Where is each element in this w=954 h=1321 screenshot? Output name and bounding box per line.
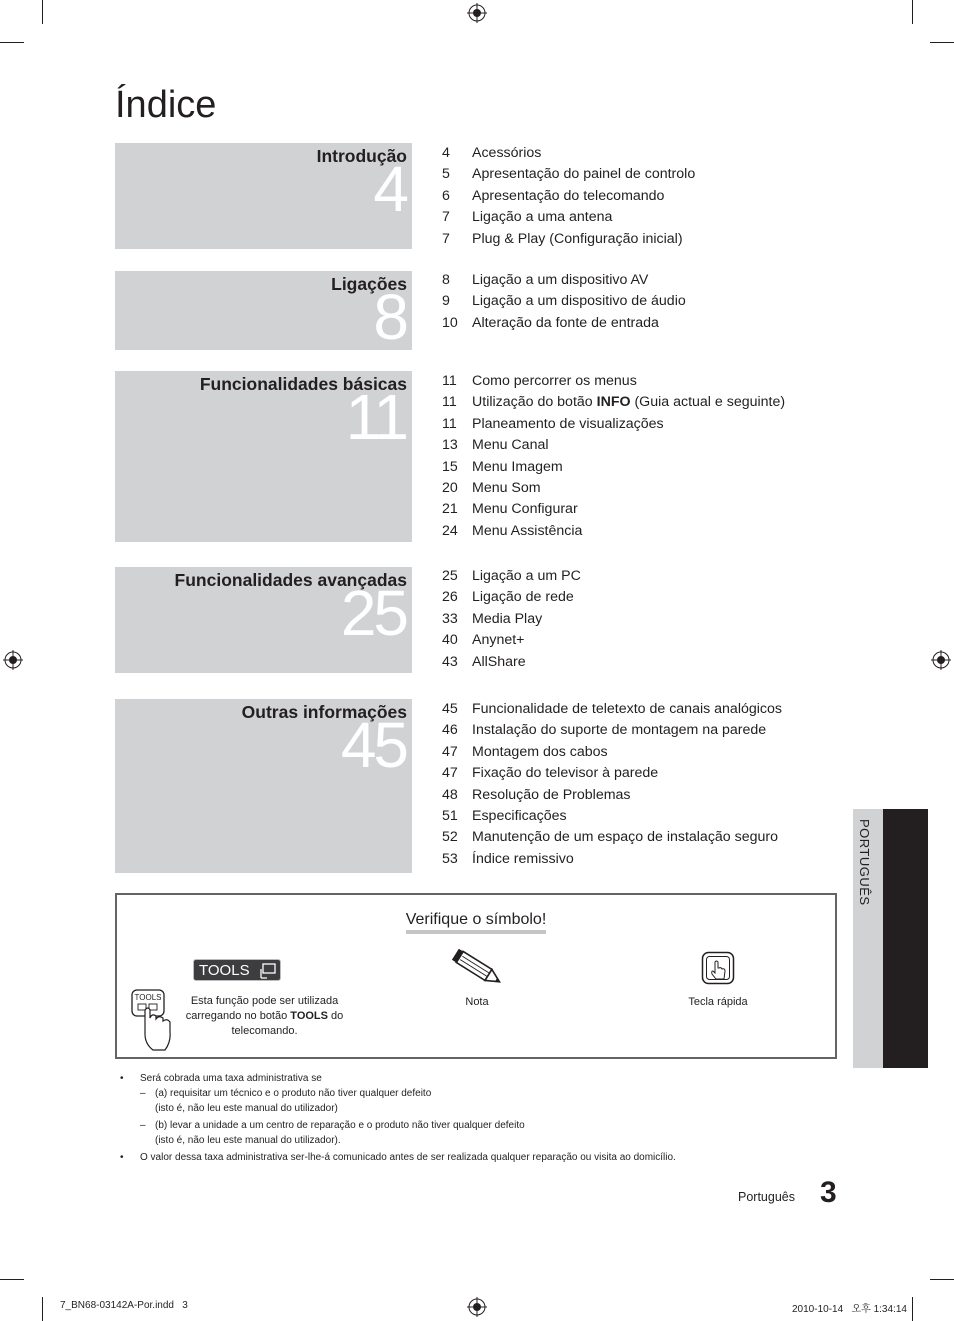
footer-language: Português — [738, 1190, 795, 1204]
toc-entry[interactable]: 24 Menu Assistência — [442, 522, 583, 539]
toc-entry[interactable]: 13 Menu Canal — [442, 437, 549, 454]
toc-entry[interactable]: 46 Instalação do suporte de montagem na parede — [442, 722, 767, 739]
note-bullet: – — [140, 1088, 146, 1099]
page-title: Índice — [115, 84, 217, 126]
registration-mark-icon — [467, 3, 487, 23]
note-pencil-icon — [450, 949, 506, 989]
section-ligacoes — [115, 271, 412, 353]
crop-mark — [42, 1297, 43, 1321]
section-title: Introdução — [316, 146, 407, 166]
toc-entry[interactable]: 43 AllShare — [442, 653, 526, 670]
note-label: Nota — [465, 996, 489, 1008]
page-number: 3 — [820, 1176, 837, 1209]
toc-list — [442, 143, 695, 250]
section-funcionalidades-basicas — [115, 371, 412, 542]
toc-entry[interactable]: 7 Ligação a uma antena — [442, 209, 613, 226]
section-start-page: 45 — [340, 709, 406, 781]
registration-mark-icon — [3, 650, 23, 670]
crop-mark — [930, 1279, 954, 1280]
note-text: Será cobrada uma taxa administrativa se — [140, 1073, 322, 1084]
toc-list — [442, 699, 782, 870]
section-outras-informacoes — [115, 699, 412, 873]
section-funcionalidades-avancadas — [115, 567, 412, 673]
note-text: (a) requisitar um técnico e o produto não tiver qualquer defeito — [155, 1088, 432, 1099]
toc-entry[interactable]: 10 Alteração da fonte de entrada — [442, 314, 659, 331]
section-introducao — [115, 143, 412, 249]
note-text: (isto é, não leu este manual do utilizador) — [155, 1103, 338, 1114]
section-title: Funcionalidades básicas — [199, 374, 407, 394]
registration-mark-icon — [931, 650, 951, 670]
toc-entry[interactable]: 11 Planeamento de visualizações — [442, 415, 664, 432]
hotkey-icon — [701, 951, 735, 985]
language-tab — [853, 809, 928, 1068]
toc-entry[interactable]: 51 Especificações — [442, 807, 567, 824]
section-title: Funcionalidades avançadas — [174, 570, 407, 590]
toc-entry[interactable]: 26 Ligação de rede — [442, 589, 574, 606]
toc-entry[interactable]: 11 Utilização do botão INFO (Guia actual e seguinte) — [442, 394, 786, 411]
symbol-legend-box — [115, 893, 837, 1059]
toc-entry[interactable]: 21 Menu Configurar — [442, 501, 578, 518]
note-text: (isto é, não leu este manual do utilizador). — [155, 1135, 341, 1146]
section-title: Outras informações — [241, 702, 407, 722]
section-title: Ligações — [331, 274, 407, 294]
toc-entry[interactable]: 6 Apresentação do telecomando — [442, 187, 665, 204]
remote-tools-button-icon — [131, 988, 173, 1054]
language-tab-label: PORTUGUÊS — [857, 819, 872, 906]
toc-entry[interactable]: 11 Como percorrer os menus — [442, 373, 637, 389]
toc-entry[interactable]: 9 Ligação a um dispositivo de áudio — [442, 293, 686, 310]
toc-list — [442, 371, 785, 542]
tools-description: Esta função pode ser utilizada carregando no botão TOOLS do telecomando. — [185, 995, 344, 1037]
crop-mark — [912, 1297, 913, 1321]
note-bullet: • — [120, 1152, 124, 1163]
section-start-page: 11 — [345, 381, 406, 453]
toc-entry[interactable]: 15 Menu Imagem — [442, 458, 563, 475]
note-text: (b) levar a unidade a um centro de reparação e o produto não tiver qualquer defeito — [155, 1120, 525, 1131]
note-bullet: – — [140, 1120, 146, 1131]
section-start-page: 4 — [373, 153, 406, 225]
section-start-page: 25 — [340, 577, 406, 649]
toc-entry[interactable]: 8 Ligação a um dispositivo AV — [442, 272, 649, 288]
toc-entry[interactable]: 47 Montagem dos cabos — [442, 743, 608, 760]
crop-mark — [42, 0, 43, 24]
toc-entry[interactable]: 20 Menu Som — [442, 479, 541, 496]
toc-entry[interactable]: 40 Anynet+ — [442, 632, 525, 649]
toc-list — [442, 566, 581, 673]
toc-entry[interactable]: 7 Plug & Play (Configuração inicial) — [442, 230, 683, 247]
registration-mark-icon — [467, 1297, 487, 1317]
crop-mark — [930, 42, 954, 43]
tools-badge: TOOLS — [193, 959, 281, 981]
remote-tools-label: TOOLS — [134, 993, 162, 1002]
toc-entry[interactable]: 33 Media Play — [442, 610, 543, 627]
crop-mark — [912, 0, 913, 24]
toc-entry[interactable]: 25 Ligação a um PC — [442, 568, 581, 584]
note-text: O valor dessa taxa administrativa ser-lhe-á comunicado antes de ser realizada qualquer reparação ou visita ao domicílio. — [140, 1152, 676, 1163]
toc-entry[interactable]: 53 Índice remissivo — [442, 850, 574, 867]
toc-entry[interactable]: 5 Apresentação do painel de controlo — [442, 166, 696, 183]
hotkey-label: Tecla rápida — [688, 996, 748, 1008]
language-tab-dark — [883, 809, 928, 1068]
slug-datetime: 2010-10-14 오후 1:34:14 — [792, 1304, 907, 1315]
section-start-page: 8 — [373, 281, 406, 353]
toc-entry[interactable]: 4 Acessórios — [442, 145, 542, 161]
tools-hand-icon — [258, 963, 276, 979]
crop-mark — [0, 42, 24, 43]
toc-list — [442, 270, 686, 334]
slug-filename: 7_BN68-03142A-Por.indd 3 — [60, 1300, 188, 1311]
toc-entry[interactable]: 47 Fixação do televisor à parede — [442, 765, 659, 782]
crop-mark — [0, 1279, 24, 1280]
toc-entry[interactable]: 52 Manutenção de um espaço de instalação seguro — [442, 829, 779, 846]
toc-entry[interactable]: 45 Funcionalidade de teletexto de canais analógicos — [442, 701, 782, 717]
note-bullet: • — [120, 1073, 124, 1084]
toc-entry[interactable]: 48 Resolução de Problemas — [442, 786, 631, 803]
symbol-legend-title: Verifique o símbolo! — [117, 911, 835, 934]
